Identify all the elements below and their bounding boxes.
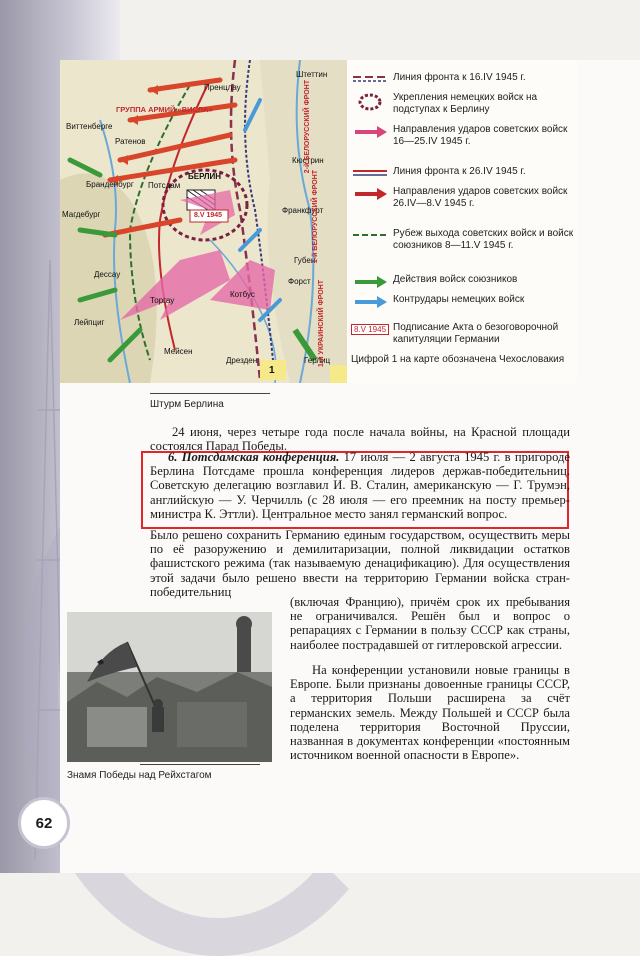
map-front-label-2-belorussian: 2-й БЕЛОРУССКИЙ ФРОНТ bbox=[304, 80, 311, 174]
map-city-dessau: Дессау bbox=[94, 270, 121, 279]
red-arrow-icon bbox=[351, 186, 389, 202]
legend-item-front-line-26-apr: Линия фронта к 26.IV 1945 г. bbox=[351, 166, 576, 182]
legend-item-czechoslovakia-note: Цифрой 1 на карте обозначена Чехословакия bbox=[351, 354, 565, 365]
map-city-forst: Форст bbox=[288, 277, 311, 286]
map-city-frankfurt: Франкфурт bbox=[282, 206, 324, 215]
legend-item-exit-line: Рубеж выхода советских войск и войск союзников 8—11.V 1945 г. bbox=[351, 228, 576, 252]
caption-rule-map bbox=[150, 393, 270, 394]
map-city-meissen: Мейсен bbox=[164, 347, 193, 356]
section-heading-potsdam: 6. Потсдамская конференция. bbox=[168, 450, 340, 464]
legend-item-front-line-16-apr: Линия фронта к 16.IV 1945 г. bbox=[351, 72, 576, 88]
map-caption: Штурм Берлина bbox=[150, 399, 224, 410]
front-line-solid-icon bbox=[351, 166, 389, 180]
map-city-dresden: Дрезден bbox=[226, 356, 258, 365]
date-box-symbol: 8.V 1945 bbox=[351, 324, 389, 335]
green-arrow-icon bbox=[351, 274, 389, 290]
map-city-prenzlau: Пренцлау bbox=[204, 83, 241, 92]
caption-rule-photo bbox=[140, 764, 260, 765]
map-city-magdeburg: Магдебург bbox=[62, 210, 101, 219]
blue-arrow-icon bbox=[351, 294, 389, 310]
photo-caption: Знамя Победы над Рейхстагом bbox=[67, 770, 212, 781]
map-legend bbox=[347, 60, 577, 383]
photo-victory-banner bbox=[67, 612, 272, 762]
fortification-ring-icon bbox=[351, 92, 389, 112]
map-city-torgau: Торгау bbox=[150, 296, 175, 305]
map-front-label-1-ukrainian: 1-й УКРАИНСКИЙ ФРОНТ bbox=[318, 280, 325, 367]
paragraph-victory-parade: 24 июня, через четыре года после начала войны, на Красной площади состоялся Парад Победы. bbox=[150, 425, 570, 454]
map-city-shtettin: Штеттин bbox=[296, 70, 328, 79]
map-army-group-label: ГРУППА АРМИЙ «ВИСЛА» bbox=[116, 105, 213, 114]
legend-item-soviet-strikes-16-25-apr: Направления ударов советских войск 16—25.IV 1945 г. bbox=[351, 124, 576, 148]
paragraph-reparations: (включая Францию), причём срок их пребывания не ограничивался. Решён был и вопрос о репарациях с Германии в пользу СССР как страны, наиболее пострадавшей от гитлеровской агрессии. bbox=[290, 595, 570, 652]
photo-reichstag-drawing bbox=[67, 612, 272, 762]
legend-item-allied-actions: Действия войск союзников bbox=[351, 274, 576, 290]
paragraph-germany-decisions: Было решено сохранить Германию единым государством, осуществить меры по её разоружению и демилитаризации, полной ликвидации остатков фашистского режима (так называемую денацификацию). Для осуществления этой задачи было решено ввести на территорию Германии войска стран-победительниц bbox=[150, 528, 570, 599]
exit-line-icon bbox=[351, 228, 389, 242]
map-city-guben: Губен bbox=[294, 256, 316, 265]
map-date-box: 8.V 1945 bbox=[194, 212, 223, 219]
map-city-ratenov: Ратенов bbox=[115, 137, 146, 146]
legend-item-fortifications: Укрепления немецких войск на подступах к Берлину bbox=[351, 92, 576, 116]
paragraph-potsdam-text: 17 июля — 2 августа 1945 г. в пригороде Берлина Потсдаме прошла конференция лидеров держав-победительниц. Советскую делегацию возглавил И. В. Сталин, американскую — Г. Трумэн, английскую — У. Черчилль (с 28 июля — его преемник на посту премьер-министра К. Эттли). Центральное место занял германский вопрос. bbox=[150, 450, 571, 521]
paragraph-new-borders: На конференции установили новые границы в Европе. Были признаны довоенные границы СССР, а территория Польши расширена за счёт германских земель. Между Польшей и СССР была поделена территория Восточной Пруссии, названная в документах конференции «постоянным источником военной опасности в Европе». bbox=[290, 663, 570, 763]
map-city-wittenberge: Виттенберге bbox=[66, 122, 113, 131]
map-city-kotbus: Котбус bbox=[230, 290, 255, 299]
map-berlin-assault bbox=[60, 60, 348, 383]
map-city-gerlitz: Герлиц bbox=[304, 356, 331, 365]
map-city-brandenburg: Бранденбург bbox=[86, 180, 134, 189]
map-city-kustrin: Кюстрин bbox=[292, 156, 324, 165]
map-city-potsdam: Потсдам bbox=[148, 181, 181, 190]
legend-item-soviet-strikes-26-apr-8-may: Направления ударов советских войск 26.IV—8.V 1945 г. bbox=[351, 186, 576, 210]
map-city-leipzig: Лейпциг bbox=[74, 318, 105, 327]
page-number: 62 bbox=[18, 797, 70, 849]
map-city-berlin: БЕРЛИН bbox=[188, 172, 222, 181]
front-line-dashed-icon bbox=[351, 72, 389, 86]
legend-item-surrender-act: 8.V 1945 Подписание Акта о безоговорочной капитуляции Германии bbox=[351, 322, 576, 346]
paragraph-potsdam-conference bbox=[150, 450, 570, 521]
pink-arrow-icon bbox=[351, 124, 389, 140]
map-number-label: 1 bbox=[269, 365, 275, 376]
map-front-label-1-belorussian: 1-й БЕЛОРУССКИЙ ФРОНТ bbox=[312, 170, 319, 264]
legend-item-german-counterattacks: Контрудары немецких войск bbox=[351, 294, 576, 310]
